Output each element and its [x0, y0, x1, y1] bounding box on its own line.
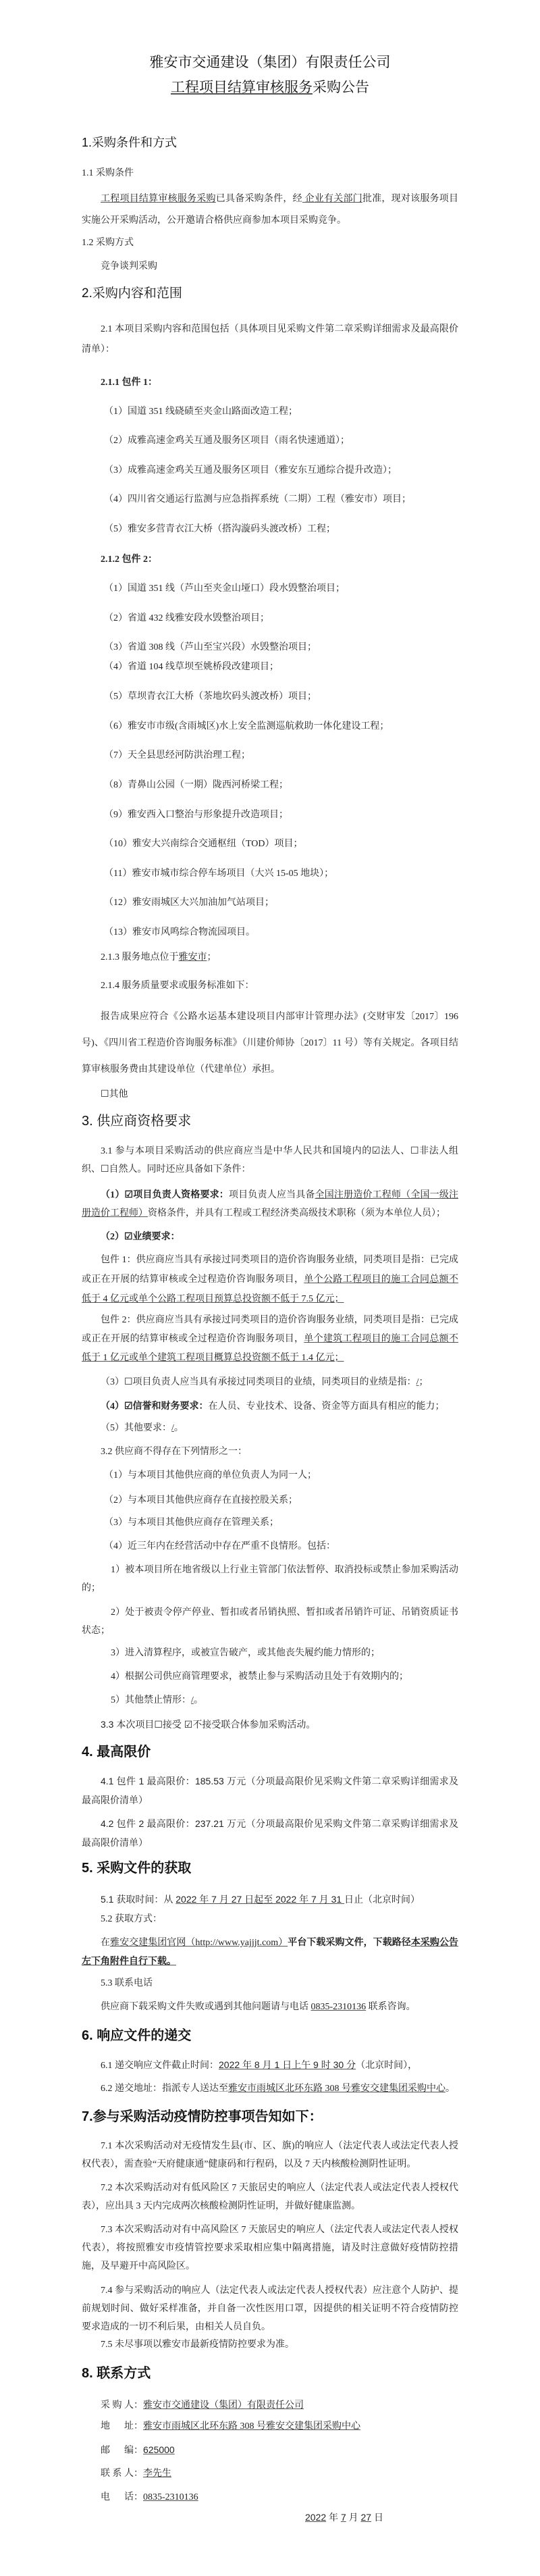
- list-item: 4）根据公司供应商管理要求，被禁止参与采购活动且处于有效期内的；: [111, 1672, 408, 1682]
- list-item: （3）与本项目其他供应商存在管理关系；: [104, 1518, 279, 1528]
- epidemic-item: 7.1 本次采购活动对无疫情发生县(市、区、旗)的响应人（法定代表人或法定代表人授权代表），需查验“天府健康通”健康码和行程码，以及 7 天内核酸检测阴性证明。: [82, 2141, 458, 2169]
- list-item: 1）被本项目所在地省级以上行业主管部门依法暂停、取消投标或禁止参加采购活动的；: [82, 1565, 458, 1593]
- text: 。: [193, 1695, 203, 1705]
- other-checkbox: ☐其他: [101, 1089, 128, 1100]
- section-6-heading: 6. 响应文件的递交: [82, 2028, 192, 2043]
- value: /: [416, 1377, 419, 1387]
- subheading-5-3: 5.3 联系电话: [101, 1978, 153, 1988]
- epidemic-item: 7.5 未尽事项以雅安市最新疫情防控要求为准。: [101, 2340, 294, 2350]
- list-item: （13）雅安市风鸣综合物流园项目。: [104, 927, 255, 937]
- time-range: 2022 年 7 月 27 日起至 2022 年 7 月 31: [176, 1894, 345, 1905]
- list-item: （9）雅安西入口整治与形象提升改造项目；: [104, 810, 288, 820]
- package-1-performance: [82, 1250, 458, 1309]
- text: ；: [207, 952, 217, 962]
- day: 27: [360, 2512, 372, 2523]
- title-rest: 采购公告: [313, 80, 369, 95]
- announcement-date: [305, 2512, 440, 2523]
- month: 7: [340, 2512, 346, 2523]
- subheading-1-2: 1.2 采购方式: [82, 238, 134, 248]
- text: 资格条件，并具有工程或工程经济类高级技术职称（须为本单位人员）；: [148, 1208, 446, 1218]
- address: 雅安市雨城区北环东路 308 号雅安交建集团采购中心: [228, 2084, 446, 2094]
- requirement-3: [101, 1377, 458, 1388]
- list-item: （3）成雅高速金鸡关互通及服务区项目（雅安东互通综合提升改造）；: [104, 465, 397, 475]
- text: ；: [418, 1377, 429, 1387]
- performance-requirement-title: （2）☑业绩要求：: [101, 1232, 180, 1242]
- list-item: [111, 1695, 458, 1706]
- value: 625000: [143, 2444, 175, 2455]
- list-item: （2）省道 432 线雅安段水毁整治项目；: [104, 613, 269, 623]
- package-2-price-cap: 4.2 包件 2 最高限价：237.21 万元（分项最高限价见采购文件第二章采购详细需求及最高限价清单）: [82, 1818, 458, 1848]
- list-item: （2）与本项目其他供应商存在直接控股关系；: [104, 1495, 298, 1505]
- label: 电 话：: [101, 2492, 143, 2502]
- requirement-5: [101, 1423, 458, 1434]
- list-item: （1）国道 351 线硗碛至夹金山路面改造工程；: [104, 407, 298, 417]
- download-instructions: [82, 1934, 458, 1972]
- label: （1）☑项目负责人资格要求：: [101, 1190, 229, 1200]
- text: 6.1 递交响应文件截止时间：: [101, 2061, 219, 2071]
- epidemic-item: 7.3 本次采购活动对有中高风险区 7 天旅居史的响应人（法定代表人或法定代表人授权代表），将按照雅安市疫情管控要求采取相应集中隔离措施，请及时注意做好疫情防控措施，及早避开中高风险区。: [82, 2225, 458, 2271]
- text: 月: [346, 2512, 361, 2523]
- value: 李先生: [143, 2469, 171, 2479]
- section-3-heading: 3. 供应商资格要求: [82, 1114, 192, 1129]
- supplier-eligibility: 3.1 参与本项目采购活动的供应商应当是中华人民共和国境内的☑法人、☐非法人组织、☐自然人。同时还应具备如下条件：: [82, 1146, 458, 1175]
- label: 地 址：: [101, 2421, 143, 2431]
- package-2-performance: [82, 1311, 458, 1368]
- section-1-heading: 1.采购条件和方式: [82, 136, 178, 149]
- value: 0835-2310136: [143, 2492, 198, 2502]
- list-item: 2）处于被责令停产停业、暂扣或者吊销执照、暂扣或者吊销许可证、吊销资质证书状态；: [82, 1607, 458, 1636]
- text: （5）其他要求：: [101, 1423, 171, 1433]
- list-item: （4）四川省交通运行监测与应急指挥系统（二期）工程（雅安市）项目；: [104, 494, 411, 505]
- section-5-heading: 5. 采购文件的获取: [82, 1861, 192, 1876]
- text: 年: [326, 2512, 341, 2523]
- package-2-title: 2.1.2 包件 2：: [101, 555, 157, 565]
- label: （4）☑信誉和财务要求：: [101, 1401, 209, 1412]
- text: 日: [371, 2512, 383, 2523]
- website-link[interactable]: 雅安交建集团官网（http://www.yajjjt.com）: [110, 1938, 288, 1948]
- text: 5.1 获取时间：从: [101, 1894, 176, 1905]
- quality-text: 报告成果应符合《公路水运基本建设项目内部审计管理办法》(交财审发〔2017〕196 号)、《四川省工程造价咨询服务标准》（川建价师协〔2017〕11 号）等有关规定。各项目结算审核服务费由其建设单位（代建单位）承担。: [82, 1012, 458, 1075]
- list-item: （7）天全县思经河防洪治理工程；: [104, 750, 250, 761]
- epidemic-item: 7.2 本次采购活动对有低风险区 7 天旅居史的响应人（法定代表人或法定代表人授权代表），应出具 3 天内完成两次核酸检测阴性证明，并做好健康监测。: [82, 2183, 458, 2211]
- service-location: [101, 952, 458, 963]
- text: 2.1.3 服务地点位于: [101, 952, 179, 962]
- text: 在: [101, 1938, 111, 1948]
- text: 5）其他禁止情形：: [111, 1695, 191, 1705]
- package-1-price-cap: 4.1 包件 1 最高限价：185.53 万元（分项最高限价见采购文件第二章采购详细需求及最高限价清单）: [82, 1776, 458, 1805]
- text: 已具备采购条件，经: [215, 194, 302, 204]
- list-item: （12）雅安雨城区大兴加油加气站项目；: [104, 898, 274, 908]
- value: 雅安市交通建设（集团）有限责任公司: [143, 2400, 304, 2411]
- text: 。: [446, 2084, 455, 2094]
- text: 在人员、专业技术、设备、资金等方面具有相应的能力；: [208, 1401, 445, 1412]
- scope-intro: 2.1 本项目采购内容和范围包括（具体项目见采购文件第二章采购详细需求及最高限价清单）：: [82, 324, 458, 355]
- value: /: [171, 1423, 174, 1433]
- title-underlined: 工程项目结算审核服务: [171, 80, 313, 95]
- text: 日止（北京时间）: [344, 1894, 421, 1905]
- contact-purchaser: [101, 2400, 458, 2411]
- section-7-heading: 7.参与采购活动疫情防控事项告知如下：: [82, 2109, 323, 2124]
- list-item: （11）雅安市城市综合停车场项目（大兴 15-05 地块）；: [104, 869, 334, 879]
- procurement-condition-text: [82, 188, 458, 232]
- subheading-1-1: 1.1 采购条件: [82, 168, 134, 178]
- project-name: 工程项目结算审核服务采购: [101, 194, 216, 204]
- label: 采 购 人：: [101, 2400, 143, 2411]
- text: 包件 2：供应商应当具有承接过同类项目的造价咨询服务业绩，同类项目是指：已完成或正在开展的结算审核或全过程造价咨询服务项目，: [82, 1315, 458, 1344]
- contact-postcode: [101, 2444, 458, 2456]
- page-title: [0, 80, 540, 96]
- text: 包件 1：供应商应当具有承接过同类项目的造价咨询服务业绩，同类项目是指：已完成或正在开展的结算审核或全过程造价咨询服务项目，: [82, 1255, 458, 1285]
- list-item: （4）近三年内在经营活动中存在严重不良情形。包括：: [104, 1541, 335, 1551]
- text: （北京时间），: [356, 2061, 418, 2071]
- package-1-title: 2.1.1 包件 1：: [101, 378, 157, 388]
- text: 批准，现对该服务项目实施公开采购活动，公开邀请合格供应商参加本项目采购竞争。: [82, 194, 459, 226]
- text: （3）☐项目负责人应当具有承接过同类项目的业绩，同类项目的业绩是指：: [101, 1377, 416, 1387]
- list-item: （6）雅安市市级(含雨城区)水上安全监测巡航救助一体化建设工程；: [104, 721, 389, 731]
- approver: 企业有关部门: [302, 194, 362, 204]
- section-2-heading: 2.采购内容和范围: [82, 286, 182, 301]
- contact-person: [101, 2469, 458, 2479]
- threshold: 单个建筑工程项目的施工合同总额不低于 1 亿元或单个建筑工程项目概算总投资额不低于 1.4 亿元；: [82, 1334, 459, 1363]
- qualification: 全国注册造价工程师（全国一级注册造价工程师）: [82, 1190, 459, 1218]
- section-4-heading: 4. 最高限价: [82, 1745, 151, 1759]
- list-item: （2）成雅高速金鸡关互通及服务区项目（雨名快速通道）；: [104, 436, 350, 446]
- manager-requirement: [82, 1186, 458, 1222]
- text: 。: [173, 1423, 184, 1433]
- deadline: 2022 年 8 月 1 日上午 9 时 30 分: [219, 2059, 356, 2070]
- list-item: 3）进入清算程序，或被宣告破产，或其他丧失履约能力情形的；: [111, 1648, 380, 1658]
- list-item: （1）与本项目其他供应商的单位负责人为同一人；: [104, 1470, 317, 1480]
- contact-phone-line: [101, 2002, 458, 2013]
- company-title: 雅安市交通建设（集团）有限责任公司: [149, 55, 391, 70]
- subheading-3-2: 3.2 供应商不得存在下列情形之一：: [101, 1447, 247, 1457]
- text: 供应商下载采购文件失败或遇到其他问题请与电话: [101, 2002, 311, 2012]
- acquisition-method-title: 5.2 获取方式：: [101, 1914, 162, 1924]
- submission-deadline: [101, 2059, 458, 2071]
- location-value: 雅安市: [178, 952, 207, 962]
- contact-phone: [101, 2492, 458, 2503]
- value: /: [191, 1695, 194, 1705]
- list-item: （5）雅安多营青衣江大桥（搭沟漩码头渡改桥）工程；: [104, 524, 335, 534]
- phone-number: 0835-2310136: [310, 2002, 367, 2012]
- list-item: （3）省道 308 线（芦山至宝兴段）水毁整治项目；: [104, 642, 317, 652]
- text: 6.2 递交地址：指派专人送达至: [101, 2084, 228, 2094]
- label: 联 系 人：: [101, 2469, 143, 2479]
- section-8-heading: 8. 联系方式: [82, 2366, 151, 2381]
- text: 联系咨询。: [366, 2002, 416, 2012]
- procurement-method: 竞争谈判采购: [101, 261, 157, 272]
- list-item: （5）草坝青衣江大桥（茶地坎码头渡改桥）项目；: [104, 692, 317, 702]
- label: 邮 编：: [101, 2446, 143, 2456]
- value: 雅安市雨城区北环东路 308 号雅安交建集团采购中心: [143, 2421, 360, 2431]
- list-item: （10）雅安大兴南综合交通枢纽（TOD）项目；: [104, 839, 303, 849]
- download-path: 本采购公告左下角附件自行下载。: [82, 1938, 459, 1967]
- list-item: （8）青鼻山公园（一期）陇西河桥梁工程；: [104, 780, 288, 790]
- epidemic-item: 7.4 参与采购活动的响应人（法定代表人或法定代表人授权代表）应注意个人防护、提前规划时间、做好采样准备，并自备一次性医用口罩，因提供的相关证明不符合疫情防控要求造成的一切不利后果，由相关人员自负。: [82, 2286, 458, 2332]
- contact-address: [101, 2421, 458, 2432]
- year: 2022: [305, 2512, 327, 2523]
- list-item: （4）省道 104 线草坝至姚桥段改建项目；: [104, 662, 279, 672]
- consortium-policy: 3.3 本次项目☐接受 ☑不接受联合体参加采购活动。: [101, 1719, 316, 1730]
- text: 项目负责人应当具备: [229, 1190, 315, 1200]
- submission-address: [101, 2084, 458, 2094]
- text: 平台下载采购文件，下载路径: [288, 1938, 411, 1948]
- list-item: （1）国道 351 线（芦山至夹金山垭口）段水毁整治项目；: [104, 584, 345, 594]
- acquisition-time: [101, 1894, 458, 1905]
- quality-title: 2.1.4 服务质量要求或服务标准如下：: [101, 981, 254, 991]
- threshold: 单个公路工程项目的施工合同总额不低于 4 亿元或单个公路工程项目预算总投资额不低于 7.5 亿元；: [82, 1274, 459, 1304]
- requirement-4: [101, 1401, 458, 1412]
